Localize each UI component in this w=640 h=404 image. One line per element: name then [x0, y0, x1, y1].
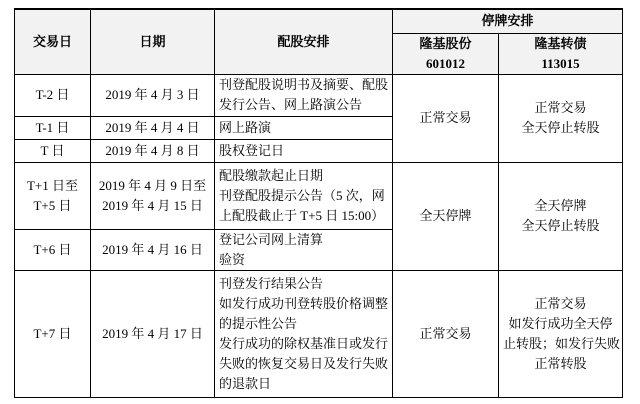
plan-line: 配股缴款起止日期: [219, 167, 324, 183]
bond-suspension-line: 正常交易: [534, 295, 587, 311]
trade-day-cell: [15, 229, 91, 270]
trade-day-line: T-1 日: [35, 119, 70, 135]
trade-day-line: T+1 日至: [26, 177, 79, 193]
bond-suspension-line: 正常转股: [534, 355, 587, 371]
bond-suspension-line: 全天停牌: [534, 198, 587, 213]
stock-suspension-line: 正常交易: [419, 110, 472, 125]
date-cell: [91, 270, 215, 397]
bond-suspension-cell: [499, 74, 623, 162]
date-line: 2019 年 4 月 4 日: [105, 119, 200, 135]
trading-schedule-table: [14, 8, 623, 398]
date-line: 2019 年 4 月 9 日至: [98, 177, 207, 193]
plan-line: 登记公司网上清算: [219, 231, 324, 247]
date-cell: [91, 74, 215, 116]
header-row-1: [15, 9, 623, 33]
plan-line: 股权登记日: [219, 142, 285, 158]
plan-cell: [215, 116, 393, 139]
plan-line: 发行成功的除权基准日或发行: [219, 335, 389, 351]
date-cell: [91, 229, 215, 270]
header-stock-name: 隆基股份: [419, 35, 472, 51]
plan-line: 发行公告、网上路演公告: [219, 97, 363, 112]
bond-suspension-line: 全天停止转股: [521, 218, 600, 233]
trade-day-line: T 日: [40, 142, 65, 158]
bond-suspension-cell: [499, 162, 623, 270]
trade-day-line: T+7 日: [33, 325, 72, 341]
table-row: [15, 162, 623, 229]
trade-day-line: T+6 日: [33, 241, 72, 257]
trade-day-cell: [15, 270, 91, 397]
date-cell: [91, 139, 215, 162]
header-bond: [499, 33, 623, 74]
trade-day-line: T-2 日: [35, 87, 70, 102]
plan-cell: [215, 229, 393, 270]
bond-suspension-line: 如发行成功全天停: [508, 315, 613, 331]
date-cell: [91, 162, 215, 229]
plan-line: 的提示性公告: [219, 315, 298, 331]
date-line: 2019 年 4 月 3 日: [105, 87, 200, 102]
date-line: 2019 年 4 月 15 日: [102, 197, 203, 213]
table-row: [15, 270, 623, 397]
plan-line: 如发行成功刊登转股价格调整: [219, 295, 389, 311]
header-date: 日期: [91, 9, 215, 74]
table-row: [15, 74, 623, 116]
plan-line: 上配股截止于 T+5 日 15:00）: [219, 207, 385, 223]
header-stock-code: 601012: [426, 55, 465, 71]
plan-cell: [215, 162, 393, 229]
header-trade-day: 交易日: [15, 9, 91, 74]
stock-suspension-cell: [393, 162, 499, 270]
plan-line: 的退款日: [219, 375, 272, 391]
trade-day-cell: [15, 162, 91, 229]
header-stock: [393, 33, 499, 74]
plan-line: 验资: [219, 251, 246, 267]
plan-cell: [215, 74, 393, 116]
plan-line: 刊登发行结果公告: [219, 275, 324, 291]
plan-line: 刊登配股提示公告（5 次，网: [219, 187, 385, 203]
bond-suspension-line: 正常交易: [534, 100, 587, 115]
plan-line: 刊登配股说明书及摘要、配股: [219, 77, 389, 92]
stock-suspension-line: 正常交易: [419, 325, 472, 341]
date-line: 2019 年 4 月 8 日: [105, 142, 200, 158]
trade-day-cell: [15, 74, 91, 116]
date-line: 2019 年 4 月 16 日: [102, 241, 203, 257]
date-line: 2019 年 4 月 17 日: [102, 325, 203, 341]
header-bond-name: 隆基转债: [534, 35, 587, 51]
header-suspension-plan: 停牌安排: [393, 9, 623, 33]
header-bond-code: 113015: [541, 55, 580, 71]
bond-suspension-line: 止转股；如发行失败: [503, 335, 621, 351]
bond-suspension-cell: [499, 270, 623, 397]
trade-day-line: T+5 日: [33, 197, 72, 213]
plan-line: 网上路演: [219, 119, 272, 135]
plan-cell: [215, 270, 393, 397]
date-cell: [91, 116, 215, 139]
stock-suspension-cell: [393, 74, 499, 162]
stock-suspension-line: 全天停牌: [419, 208, 472, 223]
stock-suspension-cell: [393, 270, 499, 397]
trade-day-cell: [15, 139, 91, 162]
trade-day-cell: [15, 116, 91, 139]
plan-line: 失败的恢复交易日及发行失败: [219, 355, 389, 371]
header-rights-issue-plan: 配股安排: [215, 9, 393, 74]
bond-suspension-line: 全天停止转股: [521, 120, 600, 135]
plan-cell: [215, 139, 393, 162]
